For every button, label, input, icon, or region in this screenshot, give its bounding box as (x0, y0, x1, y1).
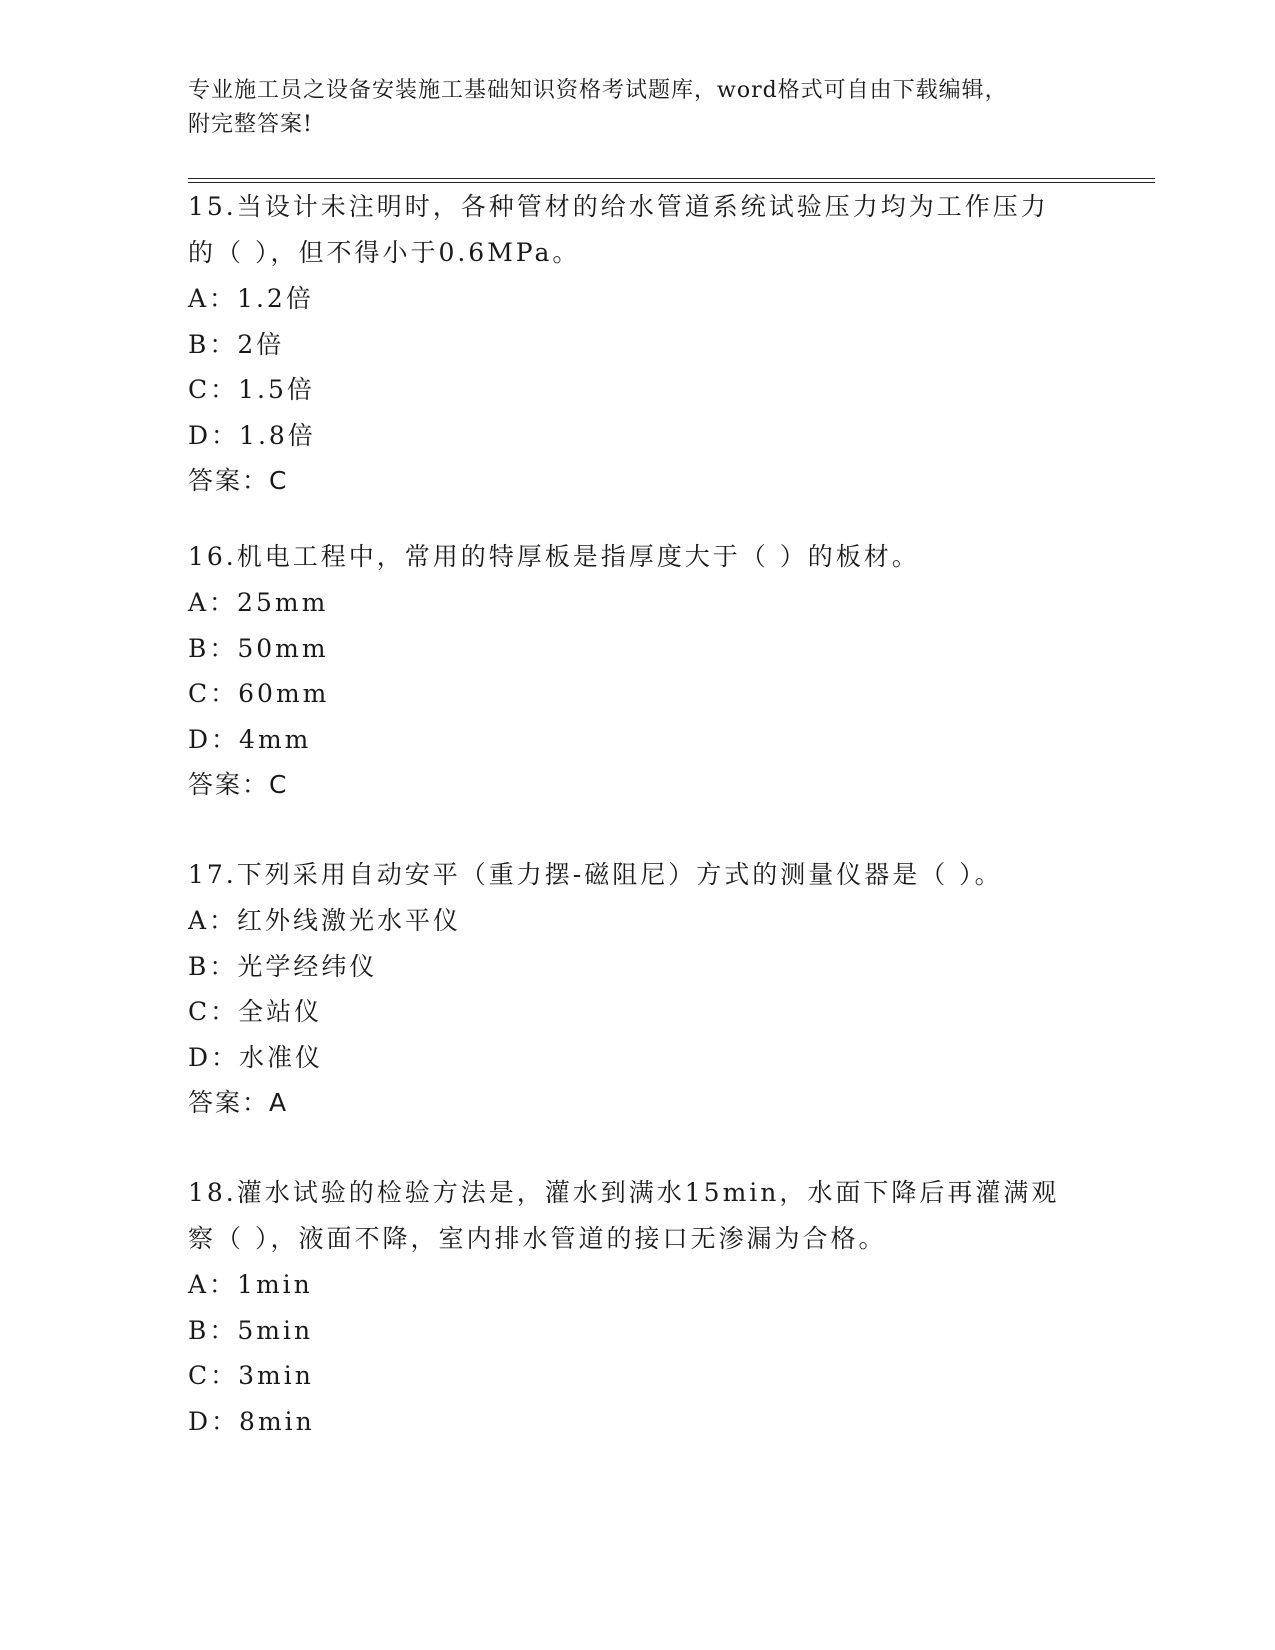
question-stem-line: 察（ ），液面不降，室内排水管道的接口无渗漏为合格。 (188, 1224, 887, 1253)
option-b: B：50mm (188, 633, 329, 663)
question-stem-line: 17.下列采用自动安平（重力摆-磁阻尼）方式的测量仪器是（ ）。 (188, 860, 1003, 889)
question-stem-line: 18.灌水试验的检验方法是，灌水到满水15min，水面下降后再灌满观 (188, 1178, 1060, 1207)
option-a: A：红外线激光水平仪 (188, 906, 462, 935)
option-c: C：1.5倍 (188, 375, 315, 404)
question-stem-line: 15.当设计未注明时，各种管材的给水管道系统试验压力均为工作压力 (188, 192, 1049, 221)
header-line-2: 附完整答案! (188, 112, 313, 137)
option-b: B：5min (188, 1315, 314, 1345)
header-line-1: 专业施工员之设备安装施工基础知识资格考试题库，word格式可自由下载编辑， (188, 78, 1008, 103)
answer-label: 答案：C (188, 770, 289, 799)
question-stem-line: 16.机电工程中，常用的特厚板是指厚度大于（ ）的板材。 (188, 542, 920, 571)
option-c: C：3min (188, 1361, 314, 1390)
option-d: D：水准仪 (188, 1042, 324, 1072)
option-b: B：光学经纬仪 (188, 951, 378, 981)
option-d: D：4mm (188, 724, 312, 754)
option-a: A：1.2倍 (188, 284, 314, 313)
question-18 (188, 1170, 1088, 1444)
question-stem-line: 的（ ），但不得小于0.6MPa。 (188, 238, 581, 267)
option-c: C：全站仪 (188, 997, 323, 1026)
option-c: C：60mm (188, 679, 330, 708)
option-a: A：1min (188, 1270, 313, 1299)
question-15 (188, 184, 1088, 504)
option-b: B：2倍 (188, 329, 285, 359)
answer-label: 答案：C (188, 466, 289, 495)
answer-label: 答案：A (188, 1088, 289, 1117)
question-16 (188, 534, 1088, 808)
question-17 (188, 852, 1088, 1126)
document-header (188, 74, 1088, 142)
option-d: D：1.8倍 (188, 420, 316, 450)
option-a: A：25mm (188, 588, 329, 617)
header-divider (188, 178, 1155, 183)
option-d: D：8min (188, 1406, 315, 1436)
